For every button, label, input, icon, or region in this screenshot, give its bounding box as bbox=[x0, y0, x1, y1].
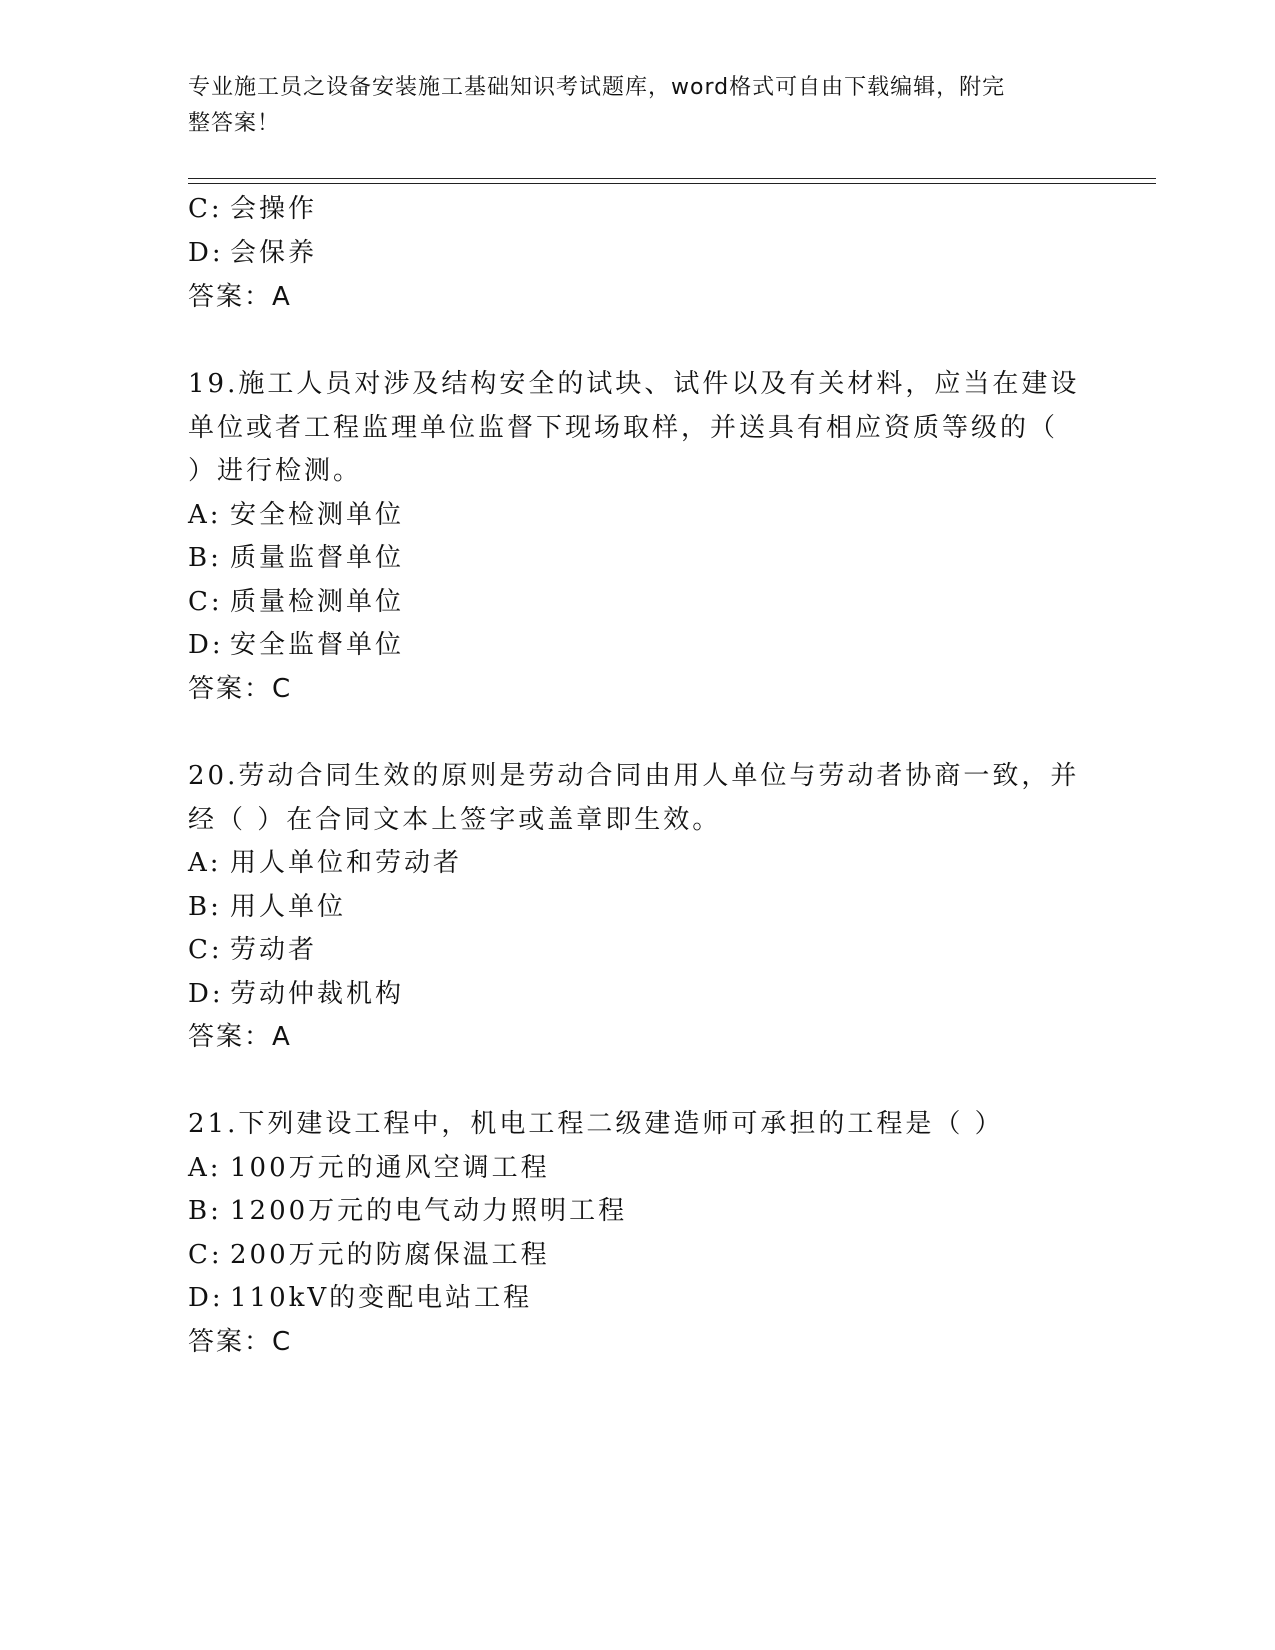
header-line-1: 专业施工员之设备安装施工基础知识考试题库，word格式可自由下载编辑，附完 bbox=[188, 75, 1006, 100]
q20-stem-line-1: 20.劳动合同生效的原则是劳动合同由用人单位与劳动者协商一致，并 bbox=[188, 761, 1080, 791]
q20-option-d bbox=[188, 977, 404, 1011]
option-text: 1200万元的电气动力照明工程 bbox=[230, 1196, 628, 1226]
option-text: 用人单位和劳动者 bbox=[230, 848, 463, 878]
option-label: B: bbox=[188, 1196, 222, 1226]
option-label: D: bbox=[188, 1283, 224, 1313]
q21-option-a bbox=[188, 1151, 550, 1185]
option-text: 安全监督单位 bbox=[230, 630, 405, 660]
q19-answer: 答案：C bbox=[188, 674, 293, 704]
q18-answer: 答案：A bbox=[188, 282, 292, 312]
q19-option-b bbox=[188, 541, 404, 575]
header-divider-bottom bbox=[188, 183, 1156, 184]
option-label: D: bbox=[188, 630, 224, 660]
header-line-2: 整答案！ bbox=[188, 111, 281, 136]
q19-option-d bbox=[188, 628, 404, 662]
document-header bbox=[188, 70, 1068, 142]
option-label: A: bbox=[188, 500, 222, 530]
option-label: B: bbox=[188, 543, 222, 573]
option-label: C: bbox=[188, 1240, 223, 1270]
q20-option-b bbox=[188, 890, 346, 924]
option-label: C: bbox=[188, 935, 223, 965]
option-text: 劳动者 bbox=[230, 935, 318, 965]
q21-option-b bbox=[188, 1194, 627, 1228]
q20-option-a bbox=[188, 846, 462, 880]
q18-option-d bbox=[188, 236, 317, 270]
q19-stem-line-3: ）进行检测。 bbox=[188, 456, 363, 486]
q21-stem-line-1: 21.下列建设工程中，机电工程二级建造师可承担的工程是（ ） bbox=[188, 1109, 1004, 1139]
option-label: D: bbox=[188, 979, 224, 1009]
option-text: 质量监督单位 bbox=[230, 543, 405, 573]
option-text: 质量检测单位 bbox=[230, 587, 405, 617]
option-label: C: bbox=[188, 587, 223, 617]
option-text: 会保养 bbox=[230, 238, 318, 268]
q19-option-c bbox=[188, 585, 404, 619]
q20-stem-line-2: 经（ ）在合同文本上签字或盖章即生效。 bbox=[188, 805, 722, 835]
q20-option-c bbox=[188, 933, 317, 967]
q20-answer: 答案：A bbox=[188, 1022, 292, 1052]
q19-option-a bbox=[188, 498, 404, 532]
option-label: A: bbox=[188, 848, 222, 878]
option-text: 110kV的变配电站工程 bbox=[230, 1283, 533, 1313]
header-divider-top bbox=[188, 178, 1156, 179]
option-label: A: bbox=[188, 1153, 222, 1183]
q21-option-c bbox=[188, 1238, 550, 1272]
option-text: 200万元的防腐保温工程 bbox=[230, 1240, 550, 1270]
q19-stem-line-1: 19.施工人员对涉及结构安全的试块、试件以及有关材料，应当在建设 bbox=[188, 369, 1080, 399]
option-label: C: bbox=[188, 194, 223, 224]
option-text: 用人单位 bbox=[230, 892, 347, 922]
q18-option-c bbox=[188, 192, 317, 226]
option-label: B: bbox=[188, 892, 222, 922]
option-text: 安全检测单位 bbox=[230, 500, 405, 530]
option-label: D: bbox=[188, 238, 224, 268]
option-text: 100万元的通风空调工程 bbox=[230, 1153, 550, 1183]
q19-stem-line-2: 单位或者工程监理单位监督下现场取样，并送具有相应资质等级的（ bbox=[188, 413, 1059, 443]
q21-option-d bbox=[188, 1281, 532, 1315]
option-text: 劳动仲裁机构 bbox=[230, 979, 405, 1009]
q21-answer: 答案：C bbox=[188, 1327, 293, 1357]
option-text: 会操作 bbox=[230, 194, 318, 224]
